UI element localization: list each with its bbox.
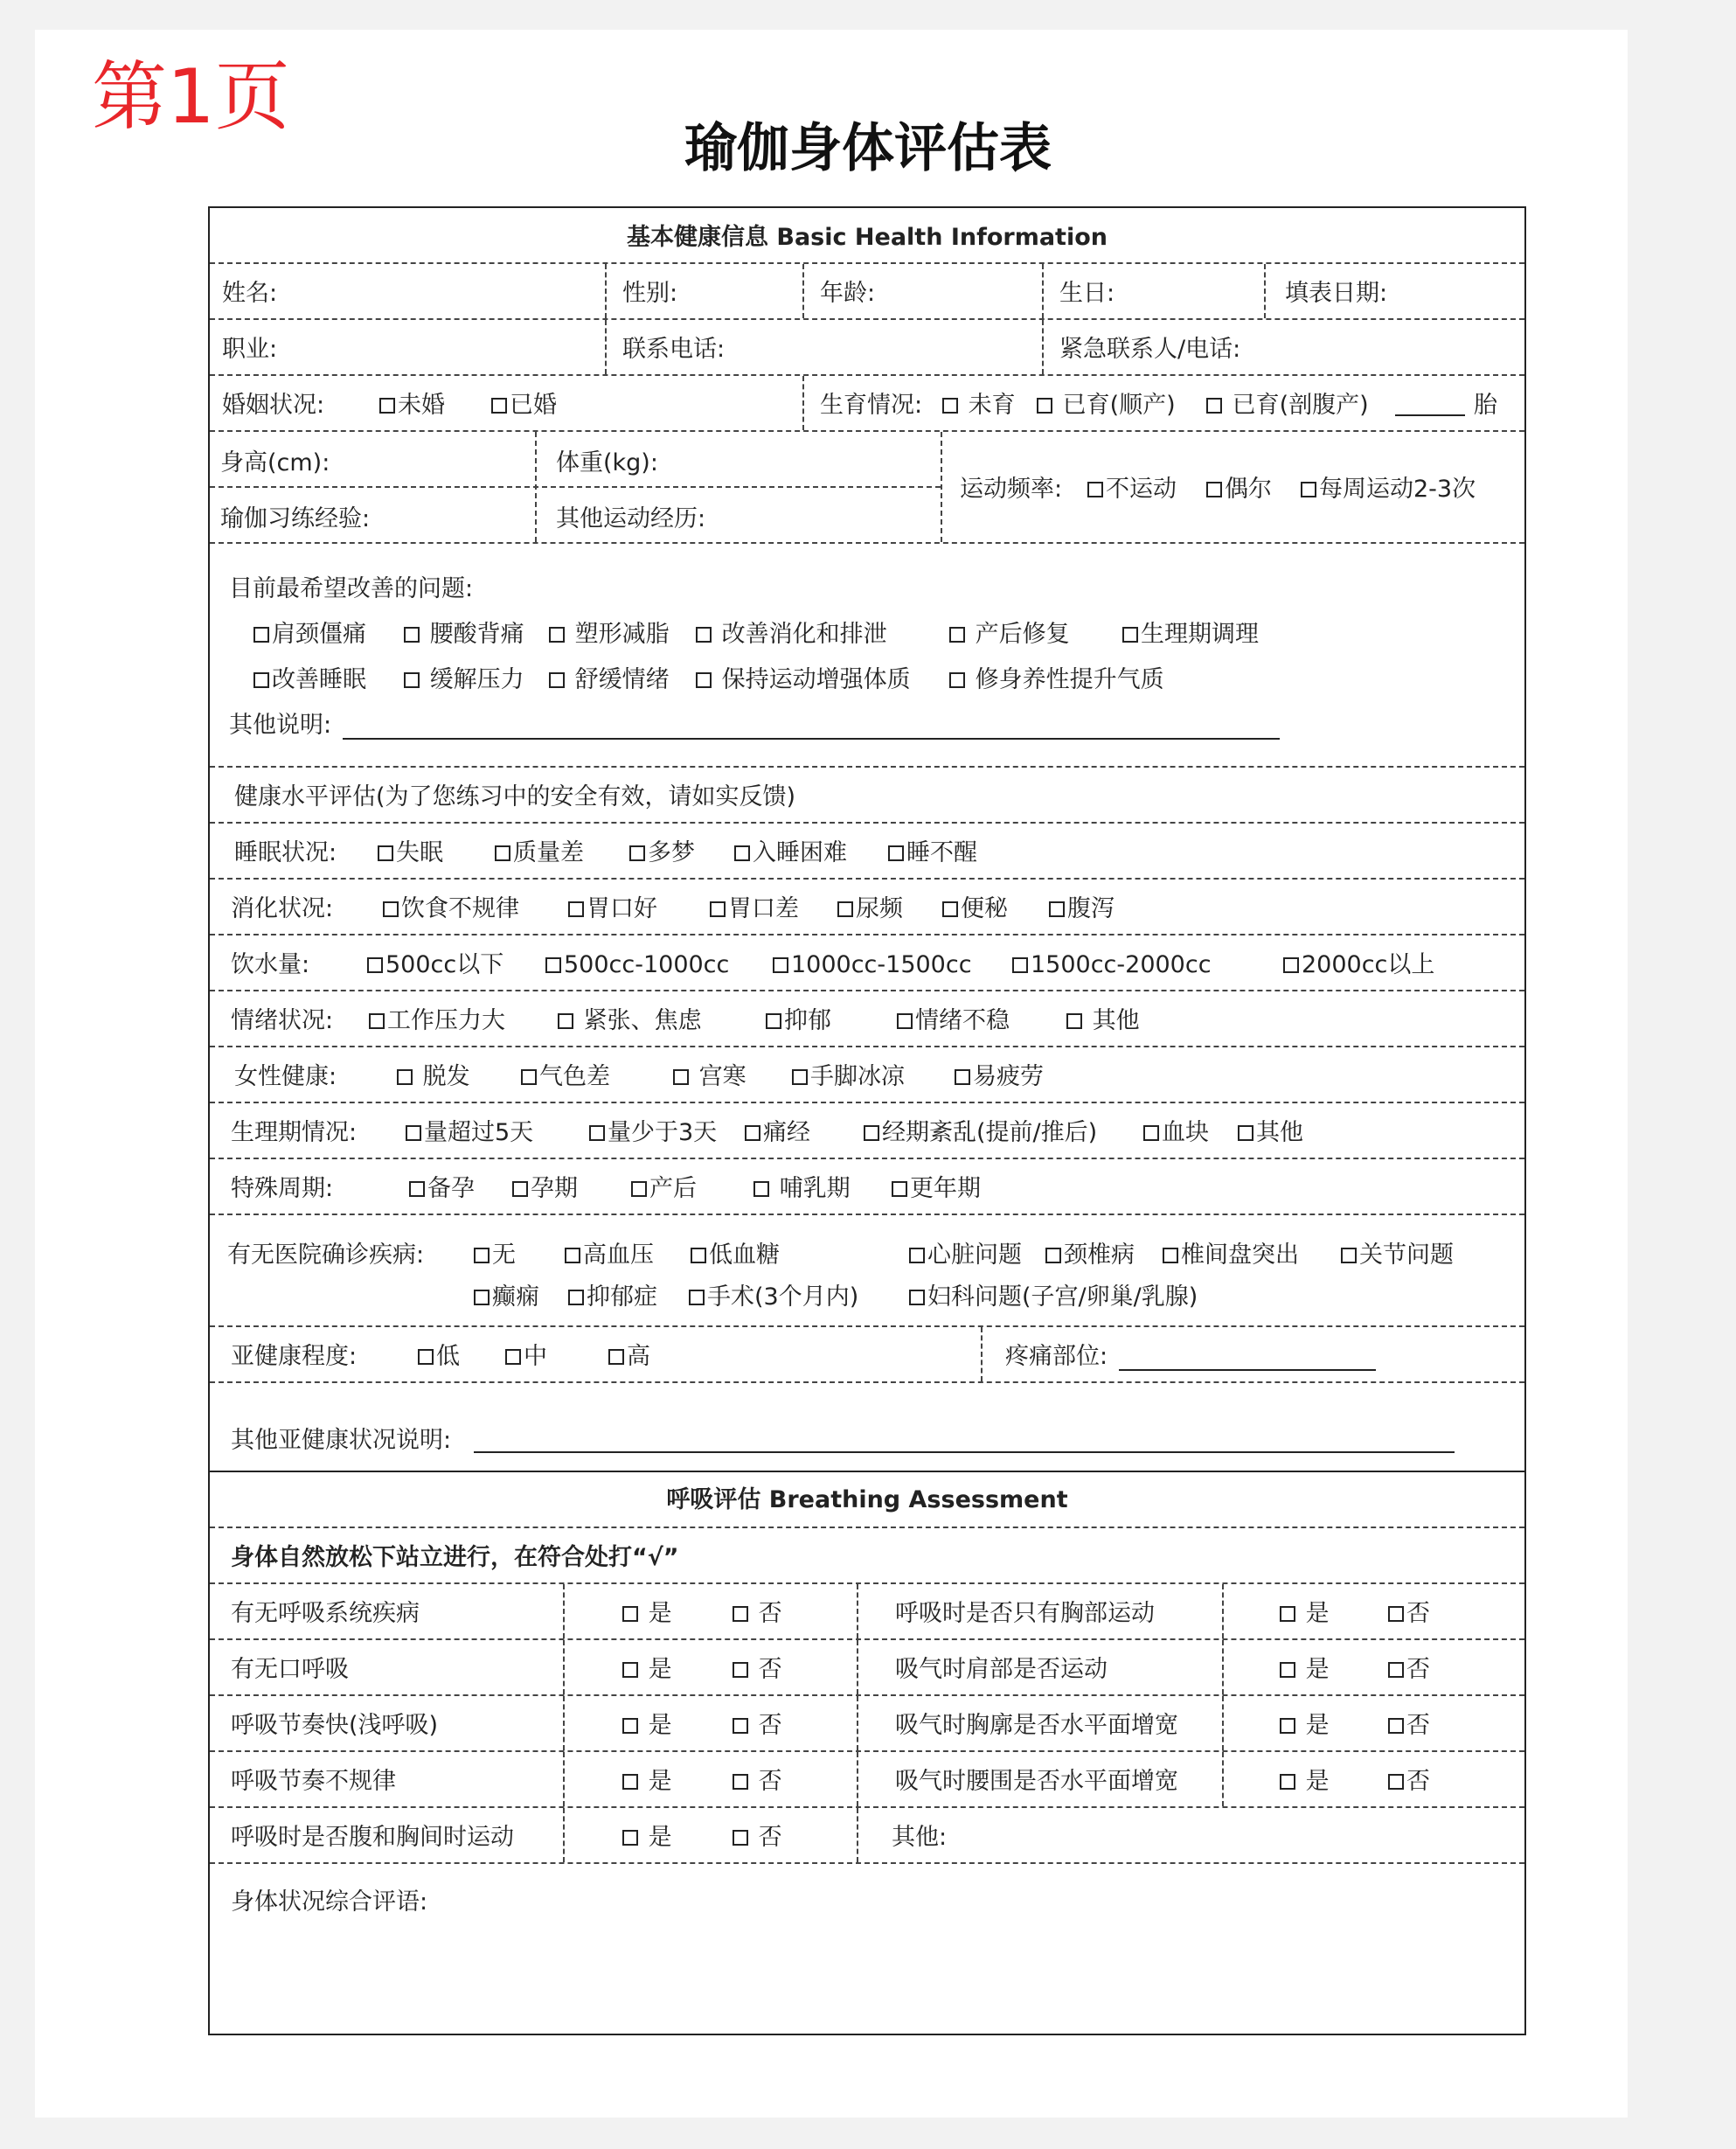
digestion-row (210, 880, 1524, 935)
breathing-instruction: 身体自然放松下站立进行，在符合处打“√” (231, 1544, 679, 1571)
female-health-option[interactable]: 脱发 (397, 1065, 470, 1088)
checkbox[interactable] (1388, 1662, 1404, 1678)
checkbox[interactable] (837, 901, 853, 917)
mood-label: 情绪状况: (231, 1007, 334, 1034)
sleep-label: 睡眠状况: (234, 839, 337, 866)
mood-option[interactable]: 工作压力大 (369, 1009, 505, 1033)
period-option[interactable]: 血块 (1143, 1121, 1209, 1144)
subhealth-option[interactable]: 高 (608, 1345, 650, 1368)
checkbox[interactable] (589, 1125, 605, 1141)
yes-option[interactable]: 是 (1280, 1602, 1330, 1625)
checkbox[interactable] (622, 1662, 638, 1678)
special-period-option[interactable]: 孕期 (512, 1177, 578, 1200)
breathing-question: 吸气时胸廓是否水平面增宽 (895, 1712, 1178, 1739)
period-option[interactable]: 量超过5天 (406, 1121, 533, 1144)
goal-option[interactable]: 修身养性提升气质 (949, 668, 1164, 692)
checkbox[interactable] (1283, 957, 1299, 973)
subhealth-label: 亚健康程度: (231, 1343, 358, 1370)
height-field-label[interactable]: 身高(cm): (220, 449, 330, 476)
body-sport-row (210, 432, 1524, 544)
checkbox[interactable] (766, 1013, 781, 1029)
checkbox[interactable] (673, 1069, 689, 1085)
checkbox[interactable] (378, 845, 393, 861)
mood-option[interactable]: 紧张、焦虑 (558, 1009, 702, 1033)
checkbox[interactable] (1388, 1718, 1404, 1734)
yes-option[interactable]: 是 (622, 1826, 672, 1849)
disease-option[interactable]: 低血糖 (691, 1243, 780, 1267)
marital-unmarried-option[interactable]: 未婚 (379, 393, 445, 417)
no-option[interactable]: 否 (733, 1658, 782, 1681)
breathing-row (210, 1752, 1524, 1808)
special-period-label: 特殊周期: (231, 1175, 334, 1202)
mood-option[interactable]: 其他 (1066, 1009, 1140, 1033)
health-assessment-title-row (210, 768, 1524, 824)
checkbox[interactable] (909, 1290, 925, 1305)
section-breathing-title: 呼吸评估 Breathing Assessment (666, 1486, 1068, 1513)
birth-cesarean-option[interactable]: 已育(剖腹产) (1206, 393, 1369, 417)
water-intake-row (210, 935, 1524, 991)
subhealth-option[interactable]: 中 (505, 1345, 547, 1368)
breathing-row (210, 1584, 1524, 1640)
water-intake-label: 饮水量: (231, 951, 310, 978)
no-option[interactable]: 否 (1388, 1714, 1430, 1737)
age-field-label[interactable]: 年龄: (820, 280, 876, 307)
checkbox[interactable] (521, 1069, 537, 1085)
female-health-label: 女性健康: (234, 1063, 337, 1090)
digestion-option[interactable]: 尿频 (837, 897, 903, 921)
checkbox[interactable] (696, 627, 712, 643)
disease-option[interactable]: 妇科问题(子宫/卵巢/乳腺) (909, 1285, 1198, 1309)
basic-info-header-row (210, 208, 1524, 264)
checkbox[interactable] (942, 398, 958, 414)
birth-natural-option[interactable]: 已育(顺产) (1037, 393, 1176, 417)
checkbox[interactable] (733, 1606, 748, 1622)
checkbox[interactable] (1280, 1774, 1295, 1790)
pain-location-label: 疼痛部位: (1005, 1343, 1108, 1370)
checkbox[interactable] (1341, 1248, 1357, 1263)
form-title: 瑜伽身体评估表 (684, 118, 1052, 179)
checkbox[interactable] (1206, 398, 1222, 414)
checkbox[interactable] (404, 627, 420, 643)
no-option[interactable]: 否 (1388, 1602, 1430, 1625)
yes-option[interactable]: 是 (1280, 1714, 1330, 1737)
other-subhealth-label: 其他亚健康状况说明: (231, 1427, 452, 1454)
no-option[interactable]: 否 (1388, 1770, 1430, 1793)
breathing-row (210, 1808, 1524, 1864)
checkbox[interactable] (733, 1718, 748, 1734)
name-field-label[interactable]: 姓名: (222, 280, 278, 307)
personal-info-row-2 (210, 320, 1524, 376)
diagnosed-disease-row (210, 1215, 1524, 1327)
disease-option[interactable]: 颈椎病 (1045, 1243, 1135, 1267)
yes-option[interactable]: 是 (622, 1658, 672, 1681)
checkbox[interactable] (691, 1248, 706, 1263)
marital-birth-row (210, 376, 1524, 432)
gender-field-label[interactable]: 性别: (622, 280, 678, 307)
no-option[interactable]: 否 (733, 1602, 782, 1625)
checkbox[interactable] (1066, 1013, 1082, 1029)
phone-field-label[interactable]: 联系电话: (622, 336, 726, 363)
checkbox[interactable] (733, 1662, 748, 1678)
checkbox[interactable] (629, 845, 645, 861)
checkbox[interactable] (369, 1013, 385, 1029)
checkbox[interactable] (745, 1125, 760, 1141)
checkbox[interactable] (1012, 957, 1028, 973)
checkbox[interactable] (622, 1774, 638, 1790)
disease-option[interactable]: 高血压 (565, 1243, 654, 1267)
checkbox[interactable] (734, 845, 750, 861)
freq-sometimes-option[interactable]: 偶尔 (1206, 477, 1272, 501)
disease-option[interactable]: 椎间盘突出 (1163, 1243, 1299, 1267)
water-option[interactable]: 1500cc-2000cc (1012, 953, 1212, 977)
no-option[interactable]: 否 (733, 1770, 782, 1793)
health-assessment-title: 健康水平评估(为了您练习中的安全有效，请如实反馈) (234, 783, 796, 810)
weight-field-label[interactable]: 体重(kg): (556, 449, 658, 476)
checkbox[interactable] (1388, 1774, 1404, 1790)
checkbox[interactable] (491, 398, 507, 414)
birth-status-label: 生育情况: (820, 392, 923, 419)
disease-option[interactable]: 手术(3个月内) (689, 1285, 858, 1309)
female-health-option[interactable]: 易疲劳 (955, 1065, 1044, 1088)
yes-option[interactable]: 是 (1280, 1770, 1330, 1793)
checkbox[interactable] (474, 1248, 490, 1263)
period-label: 生理期情况: (231, 1119, 358, 1146)
yes-option[interactable]: 是 (1280, 1658, 1330, 1681)
sleep-row (210, 824, 1524, 880)
breathing-question: 呼吸节奏不规律 (231, 1768, 396, 1795)
checkbox[interactable] (549, 672, 565, 688)
checkbox[interactable] (892, 1181, 907, 1197)
breathing-instruction-row (210, 1528, 1524, 1584)
marital-married-option[interactable]: 已婚 (491, 393, 557, 417)
female-health-option[interactable]: 宫寒 (673, 1065, 746, 1088)
checkbox[interactable] (888, 845, 904, 861)
breathing-question: 有无呼吸系统疾病 (231, 1600, 420, 1627)
checkbox[interactable] (418, 1349, 434, 1365)
breathing-row (210, 1640, 1524, 1696)
checkbox[interactable] (1280, 1718, 1295, 1734)
breathing-header-row (210, 1472, 1524, 1528)
page-number-label: 第1页 (92, 53, 290, 141)
breathing-question: 呼吸节奏快(浅呼吸) (231, 1712, 439, 1739)
checkbox[interactable] (949, 672, 965, 688)
goal-option[interactable]: 塑形减脂 (549, 622, 670, 646)
checkbox[interactable] (1143, 1125, 1159, 1141)
digestion-option[interactable]: 便秘 (942, 897, 1008, 921)
checkbox[interactable] (897, 1013, 913, 1029)
emergency-contact-label[interactable]: 紧急联系人/电话: (1059, 336, 1241, 363)
checkbox[interactable] (1037, 398, 1052, 414)
checkbox[interactable] (474, 1290, 490, 1305)
checkbox[interactable] (733, 1830, 748, 1846)
goal-option[interactable]: 舒缓情绪 (549, 668, 670, 692)
checkbox[interactable] (379, 398, 395, 414)
checkbox[interactable] (622, 1718, 638, 1734)
checkbox[interactable] (1087, 482, 1103, 497)
other-subhealth-input-line[interactable] (474, 1451, 1455, 1453)
sleep-option[interactable]: 多梦 (629, 841, 695, 865)
checkbox[interactable] (495, 845, 510, 861)
checkbox[interactable] (1122, 627, 1138, 643)
checkbox[interactable] (792, 1069, 808, 1085)
checkbox[interactable] (568, 1290, 584, 1305)
special-period-option[interactable]: 更年期 (892, 1177, 981, 1200)
checkbox[interactable] (1045, 1248, 1061, 1263)
sleep-option[interactable]: 睡不醒 (888, 841, 977, 865)
freq-none-option[interactable]: 不运动 (1087, 477, 1177, 501)
summary-row (210, 1864, 1524, 2034)
checkbox[interactable] (773, 957, 788, 973)
checkbox[interactable] (608, 1349, 624, 1365)
other-subhealth-row (210, 1383, 1524, 1472)
other-sport-label[interactable]: 其他运动经历: (556, 505, 706, 532)
goal-option[interactable]: 生理期调理 (1122, 622, 1259, 646)
checkbox[interactable] (864, 1125, 879, 1141)
disease-option[interactable]: 抑郁症 (568, 1285, 657, 1309)
checkbox[interactable] (253, 672, 269, 688)
digestion-option[interactable]: 腹泻 (1049, 897, 1115, 921)
digestion-option[interactable]: 胃口差 (710, 897, 799, 921)
checkbox[interactable] (710, 901, 726, 917)
checkbox[interactable] (1206, 482, 1222, 497)
checkbox[interactable] (909, 1248, 925, 1263)
goal-option[interactable]: 改善睡眠 (253, 668, 366, 692)
sleep-option[interactable]: 失眠 (378, 841, 443, 865)
yes-option[interactable]: 是 (622, 1602, 672, 1625)
sleep-option[interactable]: 质量差 (495, 841, 584, 865)
checkbox[interactable] (942, 901, 958, 917)
improve-goals-block (210, 544, 1524, 768)
fill-date-field-label[interactable]: 填表日期: (1285, 280, 1388, 307)
water-option[interactable]: 500cc以下 (367, 953, 503, 977)
goal-option[interactable]: 肩颈僵痛 (253, 622, 366, 646)
digestion-option[interactable]: 饮食不规律 (383, 897, 519, 921)
birthday-field-label[interactable]: 生日: (1059, 280, 1115, 307)
checkbox[interactable] (558, 1013, 573, 1029)
water-option[interactable]: 2000cc以上 (1283, 953, 1434, 977)
special-period-option[interactable]: 哺乳期 (753, 1177, 851, 1200)
checkbox[interactable] (1301, 482, 1316, 497)
special-period-option[interactable]: 备孕 (409, 1177, 475, 1200)
fetus-unit-label: 胎 (1474, 392, 1497, 419)
checkbox[interactable] (383, 901, 399, 917)
pain-location-input-line[interactable] (1119, 1369, 1376, 1371)
water-option[interactable]: 500cc-1000cc (545, 953, 729, 977)
breathing-question: 呼吸时是否只有胸部运动 (895, 1600, 1155, 1627)
yes-option[interactable]: 是 (622, 1770, 672, 1793)
water-option[interactable]: 1000cc-1500cc (773, 953, 972, 977)
freq-weekly-option[interactable]: 每周运动2-3次 (1301, 477, 1476, 501)
summary-label[interactable]: 身体状况综合评语: (231, 1888, 428, 1916)
mood-option[interactable]: 情绪不稳 (897, 1009, 1010, 1033)
period-option[interactable]: 量少于3天 (589, 1121, 717, 1144)
breathing-question: 吸气时腰围是否水平面增宽 (895, 1768, 1178, 1795)
disease-option[interactable]: 关节问题 (1341, 1243, 1454, 1267)
yoga-experience-label[interactable]: 瑜伽习练经验: (220, 505, 371, 532)
breathing-question: 呼吸时是否腹和胸间时运动 (231, 1824, 514, 1851)
breathing-other-label[interactable]: 其他: (892, 1824, 948, 1851)
goal-option[interactable]: 缓解压力 (404, 668, 524, 692)
female-health-option[interactable]: 手脚冰凉 (792, 1065, 905, 1088)
checkbox[interactable] (549, 627, 565, 643)
breathing-question: 吸气时肩部是否运动 (895, 1656, 1108, 1683)
checkbox[interactable] (397, 1069, 413, 1085)
birth-none-option[interactable]: 未育 (942, 393, 1016, 417)
checkbox[interactable] (512, 1181, 528, 1197)
checkbox[interactable] (568, 901, 584, 917)
subhealth-row (210, 1327, 1524, 1383)
breathing-question: 有无口呼吸 (231, 1656, 349, 1683)
goal-option[interactable]: 改善消化和排泄 (696, 622, 887, 646)
no-option[interactable]: 否 (733, 1714, 782, 1737)
checkbox[interactable] (1280, 1662, 1295, 1678)
mood-option[interactable]: 抑郁 (766, 1009, 831, 1033)
goal-other-label: 其他说明: (229, 712, 332, 739)
checkbox[interactable] (753, 1181, 769, 1197)
mood-row (210, 991, 1524, 1047)
checkbox[interactable] (545, 957, 561, 973)
goal-option[interactable]: 产后修复 (949, 622, 1070, 646)
section-basic-title: 基本健康信息 Basic Health Information (626, 224, 1108, 251)
sleep-option[interactable]: 入睡困难 (734, 841, 847, 865)
checkbox[interactable] (689, 1290, 705, 1305)
checkbox[interactable] (1238, 1125, 1253, 1141)
digestion-option[interactable]: 胃口好 (568, 897, 657, 921)
personal-info-row-1 (210, 264, 1524, 320)
checkbox[interactable] (409, 1181, 425, 1197)
job-field-label[interactable]: 职业: (222, 336, 278, 363)
special-period-option[interactable]: 产后 (631, 1177, 697, 1200)
digestion-label: 消化状况: (231, 895, 334, 922)
checkbox[interactable] (1049, 901, 1065, 917)
goal-option[interactable]: 保持运动增强体质 (696, 668, 911, 692)
disease-option[interactable]: 癫痫 (474, 1285, 539, 1309)
period-option[interactable]: 痛经 (745, 1121, 810, 1144)
period-row (210, 1103, 1524, 1159)
checkbox[interactable] (1163, 1248, 1178, 1263)
form-table (208, 206, 1526, 2035)
checkbox[interactable] (404, 672, 420, 688)
period-option[interactable]: 其他 (1238, 1121, 1303, 1144)
female-health-row (210, 1047, 1524, 1103)
no-option[interactable]: 否 (733, 1826, 782, 1849)
diagnosed-disease-label: 有无医院确诊疾病: (227, 1241, 425, 1269)
subhealth-option[interactable]: 低 (418, 1345, 460, 1368)
female-health-option[interactable]: 气色差 (521, 1065, 610, 1088)
checkbox[interactable] (949, 627, 965, 643)
checkbox[interactable] (622, 1830, 638, 1846)
checkbox[interactable] (1280, 1606, 1295, 1622)
yes-option[interactable]: 是 (622, 1714, 672, 1737)
special-period-row (210, 1159, 1524, 1215)
checkbox[interactable] (733, 1774, 748, 1790)
checkbox[interactable] (955, 1069, 970, 1085)
no-option[interactable]: 否 (1388, 1658, 1430, 1681)
improve-goals-label: 目前最希望改善的问题: (229, 575, 474, 602)
checkbox[interactable] (253, 627, 269, 643)
disease-option[interactable]: 心脏问题 (909, 1243, 1022, 1267)
checkbox[interactable] (622, 1606, 638, 1622)
period-option[interactable]: 经期紊乱(提前/推后) (864, 1121, 1097, 1144)
checkbox[interactable] (565, 1248, 580, 1263)
checkbox[interactable] (367, 957, 383, 973)
checkbox[interactable] (696, 672, 712, 688)
fetus-count-blank[interactable] (1395, 414, 1465, 416)
checkbox[interactable] (505, 1349, 521, 1365)
marital-status-label: 婚姻状况: (222, 392, 325, 419)
disease-option[interactable]: 无 (474, 1243, 516, 1267)
checkbox[interactable] (1388, 1606, 1404, 1622)
checkbox[interactable] (631, 1181, 647, 1197)
goal-other-input-line[interactable] (343, 738, 1280, 740)
checkbox[interactable] (406, 1125, 421, 1141)
breathing-row (210, 1696, 1524, 1752)
goal-option[interactable]: 腰酸背痛 (404, 622, 524, 646)
exercise-frequency-label: 运动频率: (960, 476, 1063, 503)
